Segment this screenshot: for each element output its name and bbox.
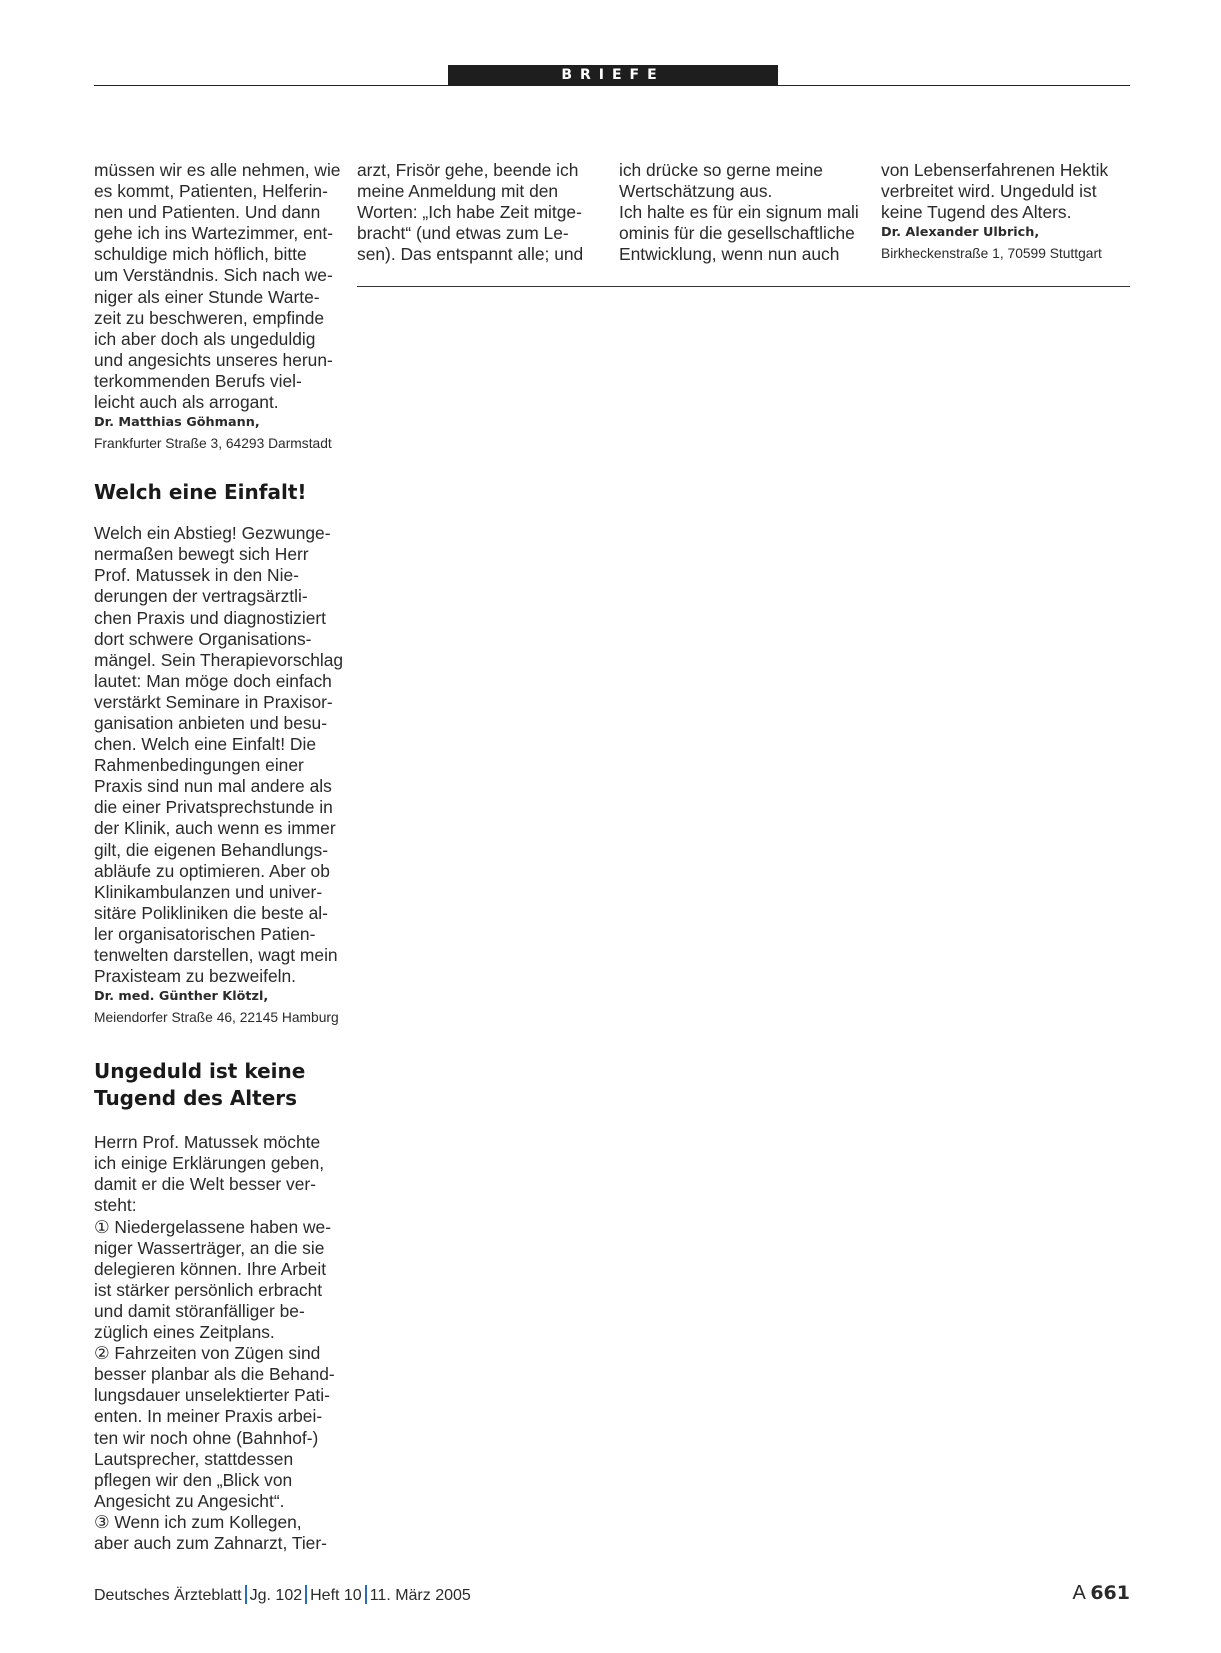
column-4 (881, 160, 1131, 264)
text-line: arzt, Frisör gehe, beende ich (357, 160, 579, 180)
letter-3-body (94, 1132, 354, 1554)
journal-name: Deutsches Ärzteblatt (94, 1587, 242, 1604)
letter-1-continuation (94, 160, 354, 413)
text-line: aber auch zum Zahnarzt, Tier- (94, 1532, 327, 1553)
text-line: terkommenden Berufs viel- (94, 370, 302, 391)
text-line: derungen der vertragsärztli- (94, 586, 308, 607)
text-line: gilt, die eigenen Behandlungs- (94, 839, 328, 860)
section-label: BRIEFE (448, 65, 778, 86)
text-line: zeit zu beschweren, empfinde (94, 307, 325, 328)
text-line: Prof. Matussek in den Nie- (94, 565, 299, 586)
column-2 (357, 160, 607, 265)
text-line: niger Wasserträger, an die sie (94, 1237, 325, 1258)
text-line: ich drücke so gerne meine (619, 160, 823, 180)
text-line: Herrn Prof. Matussek möchte (94, 1132, 321, 1153)
text-line: ich einige Erklärungen geben, (94, 1153, 325, 1174)
text-line: abläufe zu optimieren. Aber ob (94, 860, 330, 881)
journal-issue: Heft 10 (310, 1587, 362, 1604)
text-line: ler organisatorischen Patien- (94, 923, 316, 944)
text-line: Entwicklung, wenn nun auch (619, 244, 840, 265)
footer-separator (365, 1585, 367, 1604)
text-line: verstärkt Seminare in Praxisor- (94, 691, 333, 712)
letter-author: Dr. med. Günther Klötzl, (94, 989, 269, 1005)
text-line: mängel. Sein Therapievorschlag (94, 649, 344, 670)
page-number-value: 661 (1090, 1582, 1130, 1604)
footer-separator (245, 1585, 247, 1604)
text-line: leicht auch als arrogant. (94, 392, 279, 413)
letter-heading (94, 1058, 354, 1112)
text-line: ten wir noch ohne (Bahnhof-) (94, 1427, 319, 1448)
text-line: Lautsprecher, stattdessen (94, 1448, 294, 1469)
text-line: sen). Das entspannt alle; und (357, 244, 584, 265)
text-line: Klinikambulanzen und univer- (94, 881, 323, 902)
letter-author: Dr. Alexander Ulbrich, (881, 225, 1040, 241)
text-line: Praxisteam zu bezweifeln. (94, 966, 297, 987)
column-3 (619, 160, 874, 265)
text-line: ist stärker persönlich erbracht (94, 1279, 323, 1300)
text-line: lungsdauer unselektierter Pati- (94, 1385, 330, 1406)
text-line: bracht“ (und etwas zum Le- (357, 223, 569, 244)
text-line: Wertschätzung aus. (619, 181, 773, 202)
letter-address: Birkheckenstraße 1, 70599 Stuttgart (881, 246, 1102, 262)
letter-address: Frankfurter Straße 3, 64293 Darmstadt (94, 436, 332, 452)
text-line: und damit störanfälliger be- (94, 1300, 305, 1321)
text-line: enten. In meiner Praxis arbei- (94, 1406, 323, 1427)
text-line: verbreitet wird. Ungeduld ist (881, 181, 1097, 202)
text-line: ich aber doch als ungeduldig (94, 328, 316, 349)
text-line: damit er die Welt besser ver- (94, 1174, 316, 1195)
text-line: Welch ein Abstieg! Gezwunge- (94, 523, 331, 544)
text-line: besser planbar als die Behand- (94, 1364, 335, 1385)
text-line: Ich halte es für ein signum mali (619, 202, 859, 223)
text-line: ② Fahrzeiten von Zügen sind (94, 1343, 321, 1364)
heading-line: Ungeduld ist keine (94, 1059, 306, 1084)
text-line: von Lebenserfahrenen Hektik (881, 160, 1109, 180)
text-line: ③ Wenn ich zum Kollegen, (94, 1511, 302, 1532)
text-line: niger als einer Stunde Warte- (94, 286, 320, 307)
footer-separator (305, 1585, 307, 1604)
text-line: Praxis sind nun mal andere als (94, 776, 332, 797)
text-line: und angesichts unseres herun- (94, 349, 333, 370)
heading-line: Tugend des Alters (94, 1086, 298, 1111)
text-line: dort schwere Organisations- (94, 628, 312, 649)
journal-date: 11. März 2005 (369, 1587, 471, 1604)
text-line: steht: (94, 1195, 137, 1216)
text-line: chen. Welch eine Einfalt! Die (94, 734, 317, 755)
text-line: pflegen wir den „Blick von (94, 1469, 293, 1490)
text-line: meine Anmeldung mit den (357, 181, 559, 202)
page-prefix: A (1072, 1582, 1085, 1604)
text-line: züglich eines Zeitplans. (94, 1322, 275, 1343)
text-line: sitäre Polikliniken die beste al- (94, 902, 328, 923)
text-line: keine Tugend des Alters. (881, 202, 1072, 223)
letter-author: Dr. Matthias Göhmann, (94, 415, 260, 431)
text-line: nen und Patienten. Und dann (94, 202, 321, 223)
text-line: es kommt, Patienten, Helferin- (94, 181, 328, 202)
text-line: tenwelten darstellen, wagt mein (94, 945, 338, 965)
text-line: chen Praxis und diagnostiziert (94, 607, 327, 628)
section-end-rule (357, 286, 1130, 287)
journal-volume: Jg. 102 (249, 1587, 303, 1604)
text-line: delegieren können. Ihre Arbeit (94, 1258, 327, 1279)
text-line: schuldige mich höflich, bitte (94, 244, 307, 265)
text-line: gehe ich ins Wartezimmer, ent- (94, 223, 334, 244)
text-line: der Klinik, auch wenn es immer (94, 818, 336, 839)
letter-address: Meiendorfer Straße 46, 22145 Hamburg (94, 1010, 339, 1026)
text-line: ominis für die gesellschaftliche (619, 223, 855, 244)
text-line: Rahmenbedingungen einer (94, 755, 304, 776)
text-line: die einer Privatsprechstunde in (94, 797, 333, 818)
text-line: nermaßen bewegt sich Herr (94, 544, 309, 565)
letter-2-body (94, 523, 354, 987)
text-line: ganisation anbieten und besu- (94, 712, 328, 733)
letter-heading: Welch eine Einfalt! (94, 480, 307, 505)
text-line: Worten: „Ich habe Zeit mitge- (357, 202, 582, 223)
column-1 (94, 160, 354, 1554)
text-line: Angesicht zu Angesicht“. (94, 1490, 285, 1511)
footer-citation (94, 1585, 471, 1605)
page-number (1073, 1582, 1130, 1605)
text-line: lautet: Man möge doch einfach (94, 670, 332, 691)
text-line: müssen wir es alle nehmen, wie (94, 160, 341, 180)
text-line: um Verständnis. Sich nach we- (94, 265, 333, 286)
text-line: ① Niedergelassene haben we- (94, 1216, 331, 1237)
